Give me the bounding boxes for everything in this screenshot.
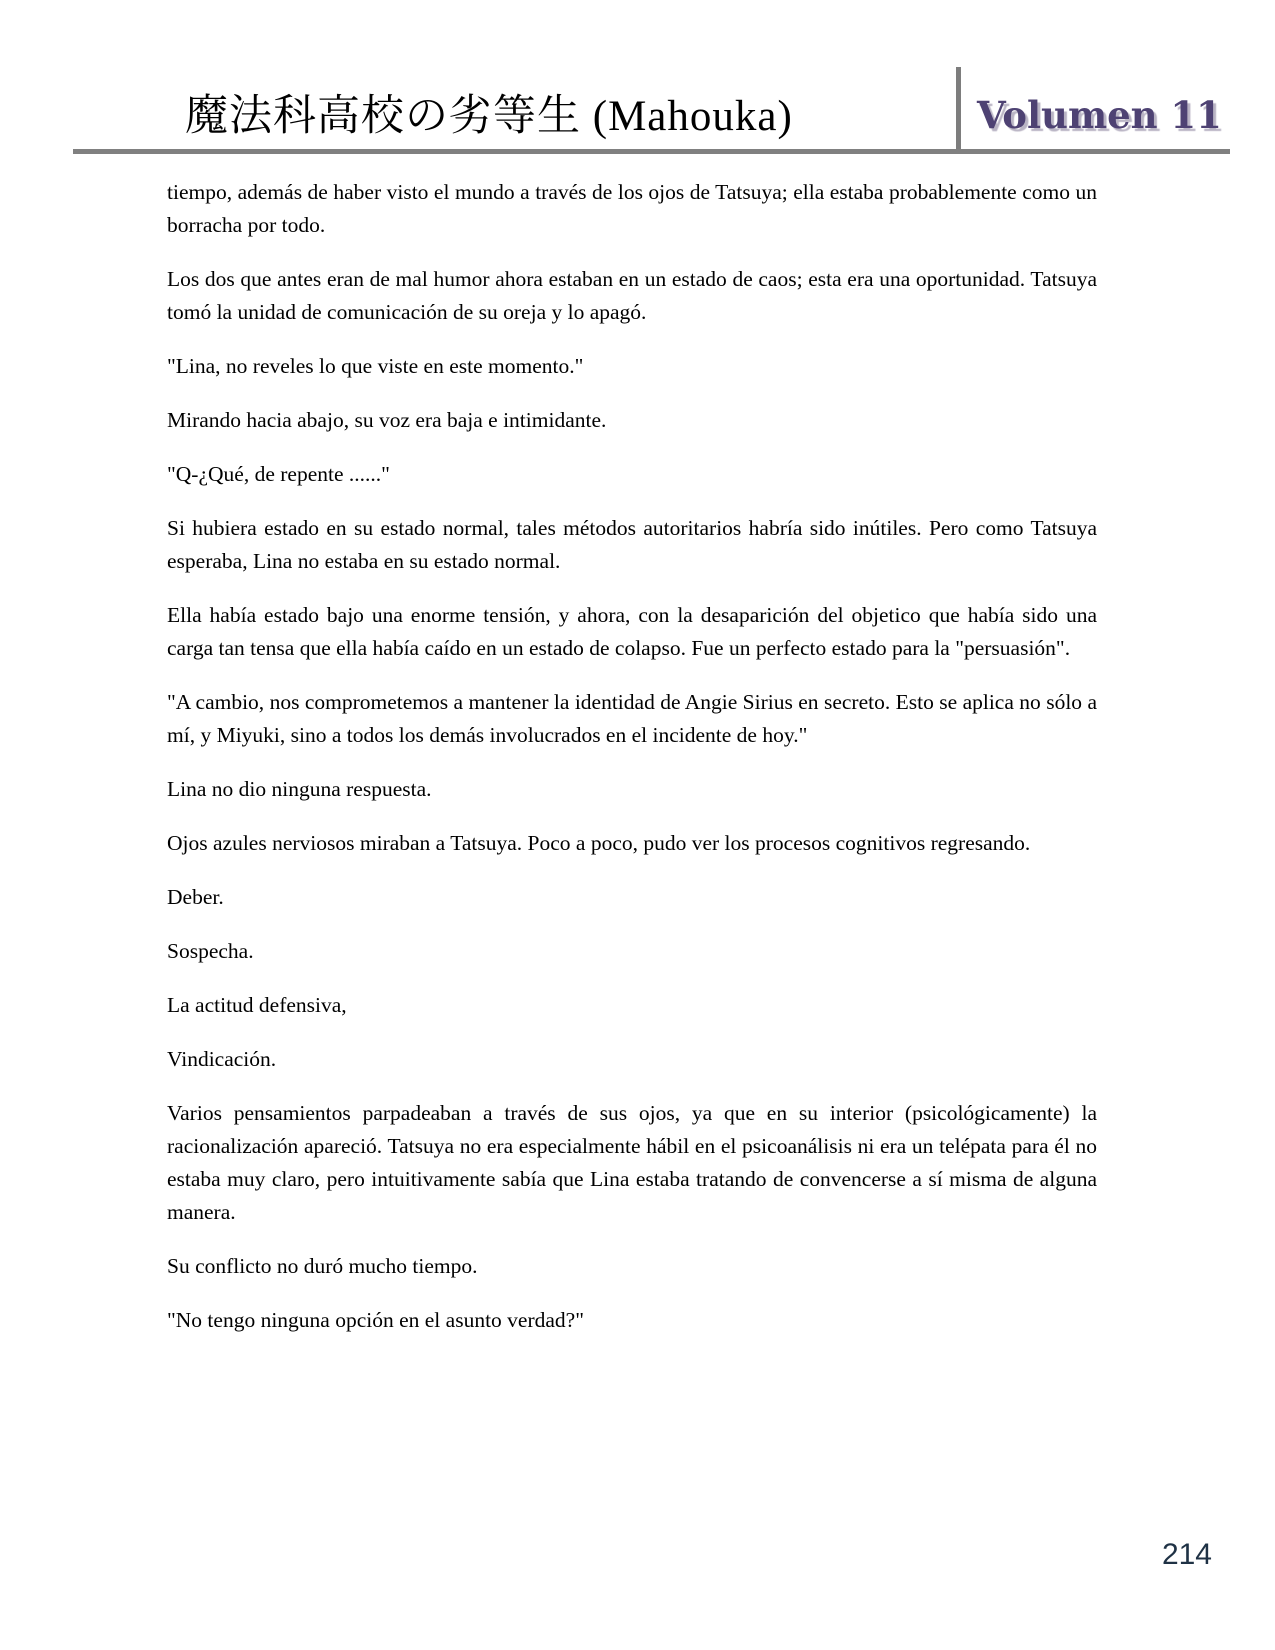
paragraph: Los dos que antes eran de mal humor ahora estaban en un estado de caos; esta era una oportunidad. Tatsuya tomó la unidad de comunicación de su oreja y lo apagó.	[167, 267, 1097, 324]
paragraph: Sospecha.	[167, 939, 254, 963]
paragraph: tiempo, además de haber visto el mundo a través de los ojos de Tatsuya; ella estaba probablemente como un borracha por todo.	[167, 180, 1097, 237]
header-divider-bar	[956, 67, 961, 149]
paragraph: Su conflicto no duró mucho tiempo.	[167, 1254, 478, 1278]
paragraph: La actitud defensiva,	[167, 993, 347, 1017]
paragraph: "No tengo ninguna opción en el asunto verdad?"	[167, 1308, 584, 1332]
paragraph: Lina no dio ninguna respuesta.	[167, 777, 432, 801]
page-number: 214	[1161, 1538, 1212, 1571]
paragraph: Mirando hacia abajo, su voz era baja e intimidante.	[167, 408, 607, 432]
volume-label: Volumen 11	[977, 93, 1222, 137]
paragraph: Deber.	[167, 885, 224, 909]
paragraph: Vindicación.	[167, 1047, 277, 1071]
paragraph: Ojos azules nerviosos miraban a Tatsuya. Poco a poco, pudo ver los procesos cognitivos regresando.	[167, 831, 1031, 855]
paragraph: Varios pensamientos parpadeaban a través de sus ojos, ya que en su interior (psicológicamente) la racionalización apareció. Tatsuya no era especialmente hábil en el psicoanálisis ni era un telépata para él no estaba muy claro, pero intuitivamente sabía que Lina estaba tratando de convencerse a sí misma de alguna manera.	[167, 1101, 1097, 1224]
paragraph: "Lina, no reveles lo que viste en este momento."	[167, 354, 584, 378]
page-header	[73, 0, 1230, 154]
paragraph: Ella había estado bajo una enorme tensión, y ahora, con la desaparición del objetico que había sido una carga tan tensa que ella había caído en un estado de colapso. Fue un perfecto estado para la "persuasión".	[167, 603, 1097, 660]
paragraph: Si hubiera estado en su estado normal, tales métodos autoritarios habría sido inútiles. Pero como Tatsuya esperaba, Lina no estaba en su estado normal.	[167, 516, 1097, 573]
text-content	[167, 176, 1097, 1358]
paragraph: "Q-¿Qué, de repente ......"	[167, 462, 390, 486]
book-title: 魔法科高校の劣等生 (Mahouka)	[185, 93, 793, 140]
paragraph: "A cambio, nos comprometemos a mantener la identidad de Angie Sirius en secreto. Esto se aplica no sólo a mí, y Miyuki, sino a todos los demás involucrados en el incidente de hoy."	[167, 690, 1097, 747]
